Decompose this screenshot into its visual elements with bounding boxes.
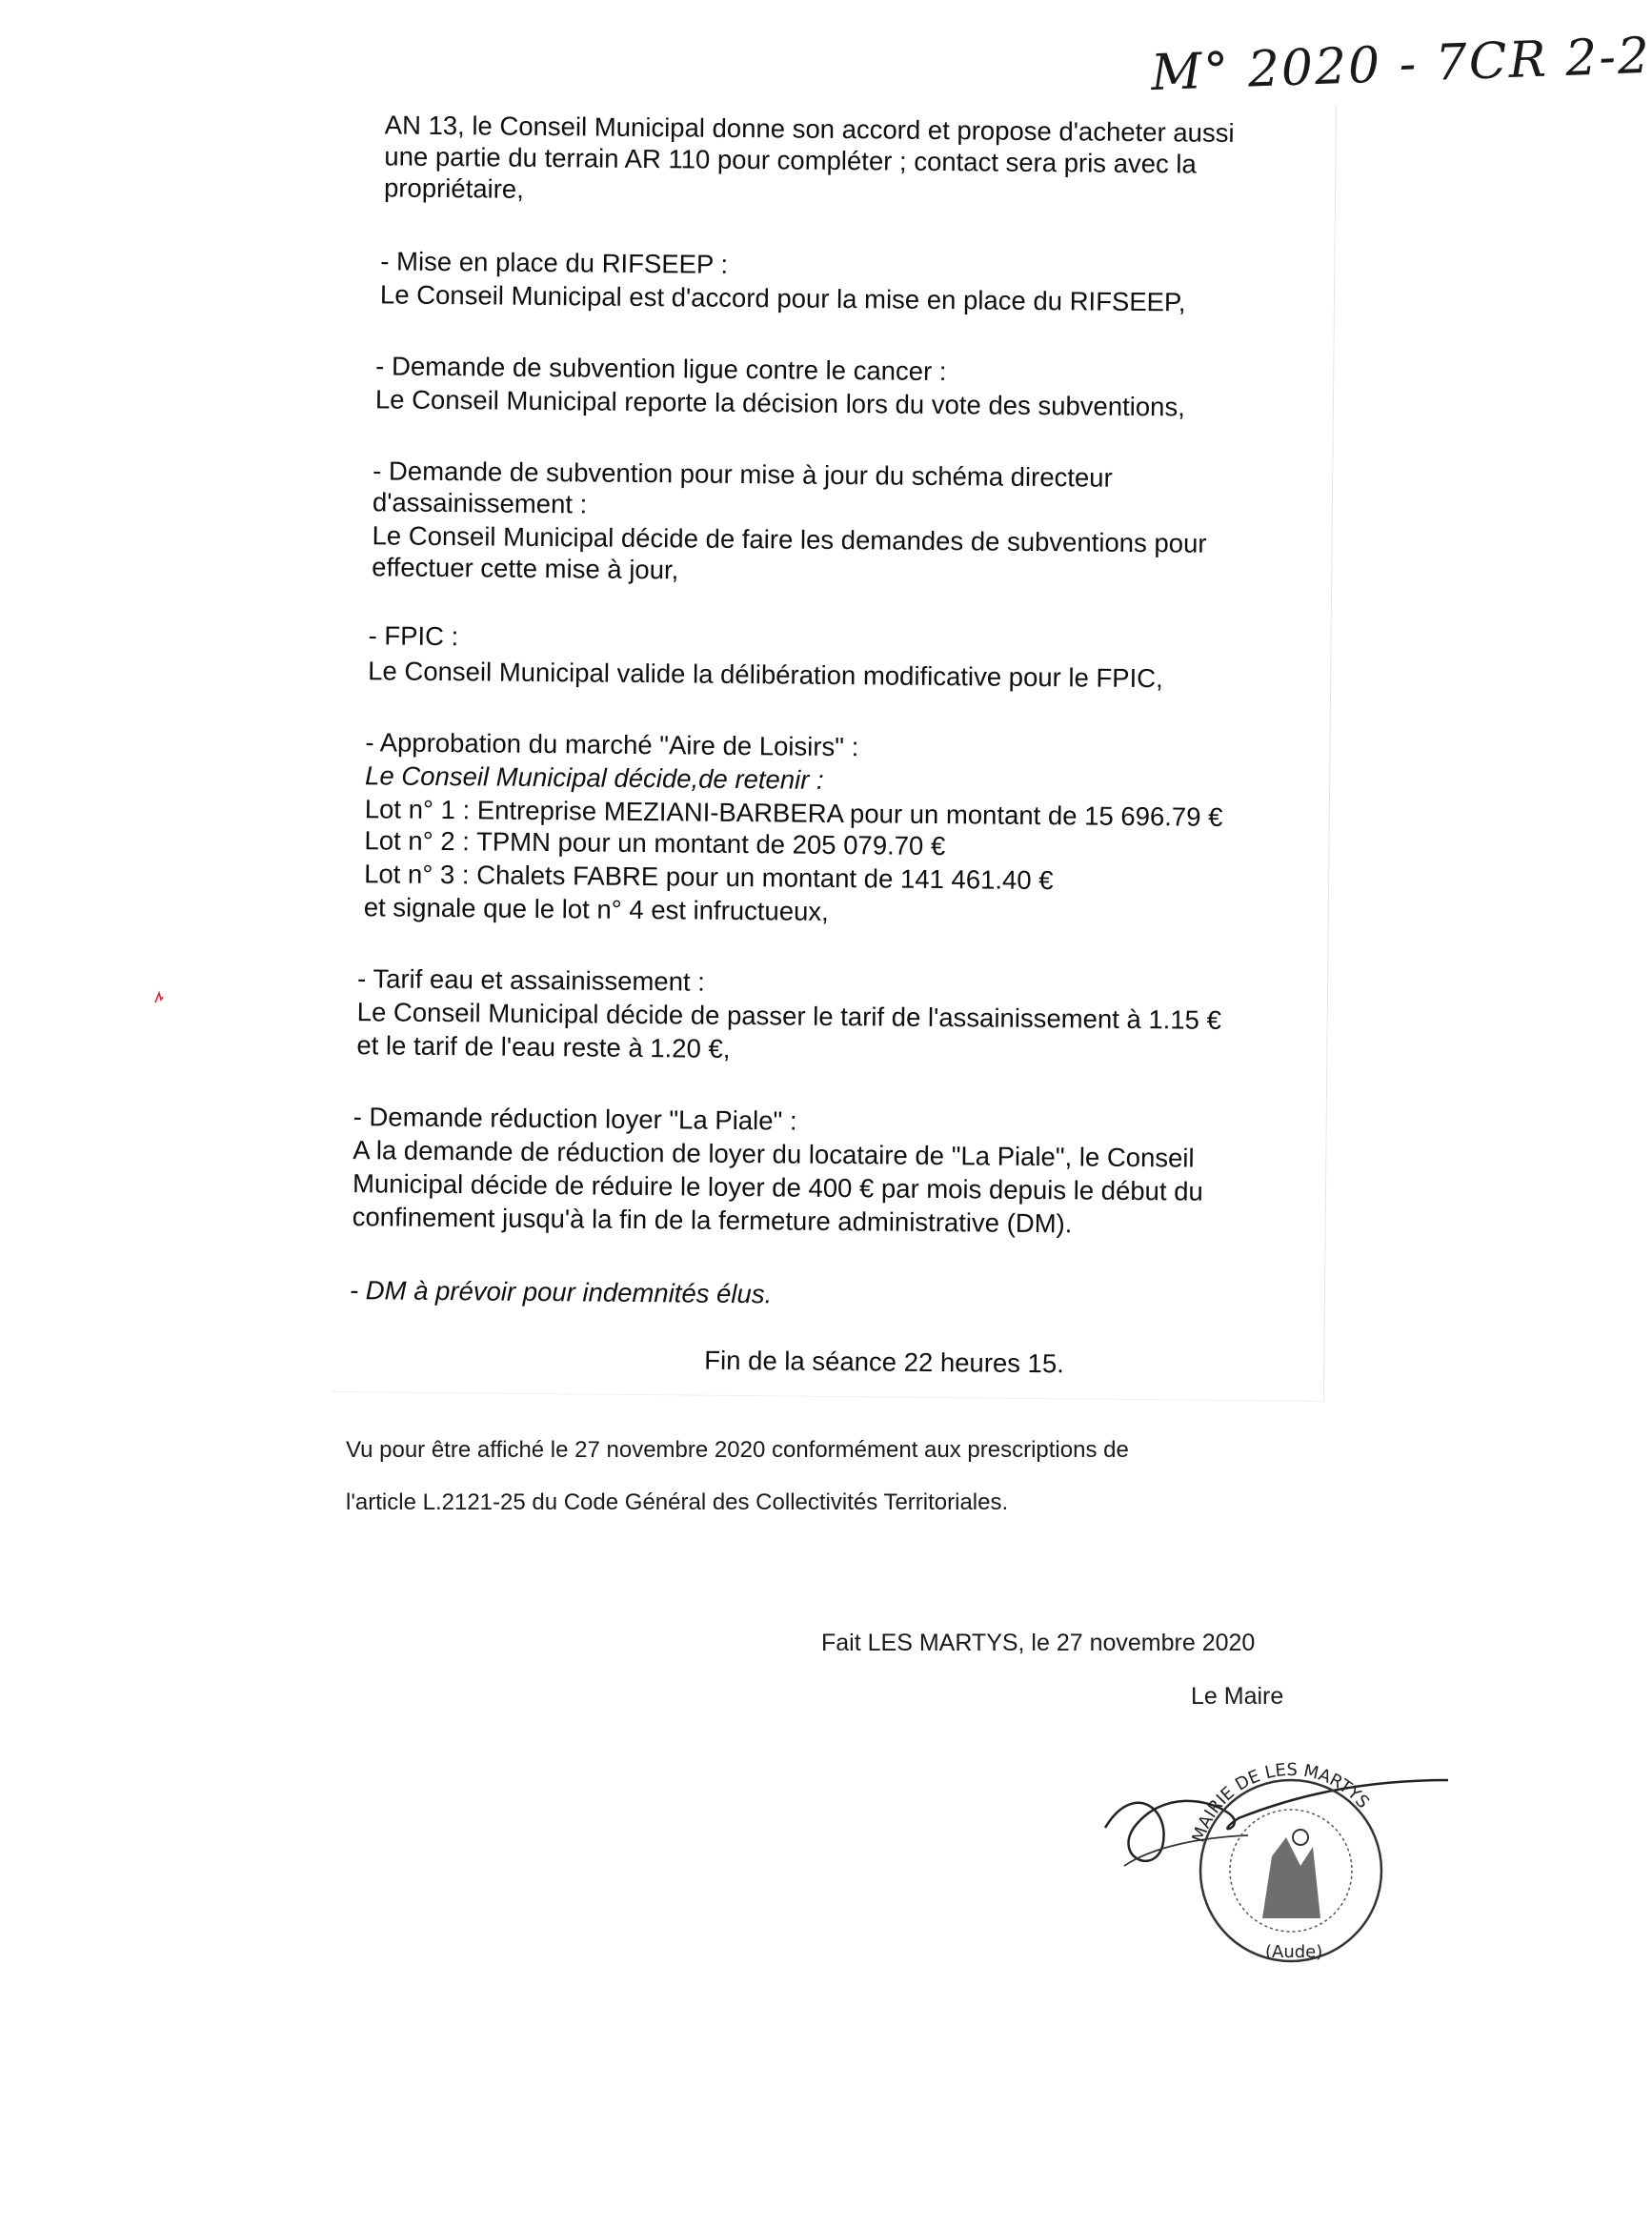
signatory-title: Le Maire xyxy=(1191,1683,1284,1710)
signature-scribble xyxy=(1105,1780,1448,1861)
section-heading: - Tarif eau et assainissement : xyxy=(356,963,706,997)
body-line: une partie du terrain AR 110 pour compléter ; contact sera pris avec la xyxy=(384,141,1197,179)
body-line: propriétaire, xyxy=(383,172,524,204)
body-line: AN 13, le Conseil Municipal donne son accord et propose d'acheter aussi xyxy=(384,110,1235,148)
body-line: Le Conseil Municipal décide,de retenir : xyxy=(365,760,824,795)
handwritten-reference: M° 2020 - 7CR 2-2 xyxy=(1150,27,1652,103)
closing-line: Fin de la séance 22 heures 15. xyxy=(704,1345,1065,1379)
body-line: confinement jusqu'à la fin de la fermeture administrative (DM). xyxy=(352,1202,1073,1239)
body-line: Municipal décide de réduire le loyer de 400 € par mois depuis le début du xyxy=(352,1168,1203,1206)
body-line: Le Conseil Municipal valide la délibération modificative pour le FPIC, xyxy=(368,656,1163,694)
red-ink-mark xyxy=(152,991,166,1004)
section-heading: - Approbation du marché "Aire de Loisirs" : xyxy=(365,727,859,762)
body-line: et signale que le lot n° 4 est infructueux, xyxy=(363,892,829,926)
body-line: Le Conseil Municipal décide de faire les demandes de subventions pour xyxy=(372,520,1207,558)
minutes-body xyxy=(332,95,1337,1402)
section-heading: - Demande de subvention ligue contre le cancer : xyxy=(375,351,947,387)
section-heading: - FPIC : xyxy=(368,620,459,652)
body-line: et le tarif de l'eau reste à 1.20 €, xyxy=(356,1030,731,1063)
section-heading: - Demande réduction loyer "La Piale" : xyxy=(353,1102,797,1136)
section-heading: - Mise en place du RIFSEEP : xyxy=(380,246,729,279)
body-line: Le Conseil Municipal décide de passer le tarif de l'assainissement à 1.15 € xyxy=(356,997,1222,1035)
lot-line: Lot n° 2 : TPMN pour un montant de 205 079.70 € xyxy=(364,825,946,861)
lot-line: Lot n° 3 : Chalets FABRE pour un montant de 141 461.40 € xyxy=(364,859,1054,896)
body-line: A la demande de réduction de loyer du locataire de "La Piale", le Conseil xyxy=(353,1135,1195,1173)
section-heading: d'assainissement : xyxy=(372,487,588,519)
stamp-bottom-text: (Aude) xyxy=(1265,1942,1323,1962)
posting-notice-line-1: Vu pour être affiché le 27 novembre 2020 conformément aux prescriptions de xyxy=(346,1437,1129,1463)
lot-line: Lot n° 1 : Entreprise MEZIANI-BARBERA pour un montant de 15 696.79 € xyxy=(364,794,1223,832)
stamp-outer-text: MAIRIE DE LES MARTYS xyxy=(1188,1759,1374,1845)
section-heading: - Demande de subvention pour mise à jour du schéma directeur xyxy=(373,456,1113,493)
place-date: Fait LES MARTYS, le 27 novembre 2020 xyxy=(821,1630,1256,1656)
body-line: Le Conseil Municipal reporte la décision lors du vote des subventions, xyxy=(374,384,1185,422)
posting-notice-line-2: l'article L.2121-25 du Code Général des Collectivités Territoriales. xyxy=(346,1489,1009,1515)
body-line: Le Conseil Municipal est d'accord pour la mise en place du RIFSEEP, xyxy=(379,279,1186,317)
mairie-stamp xyxy=(1096,1723,1458,1971)
section-heading: - DM à prévoir pour indemnités élus. xyxy=(349,1275,773,1309)
body-line: effectuer cette mise à jour, xyxy=(372,552,679,585)
